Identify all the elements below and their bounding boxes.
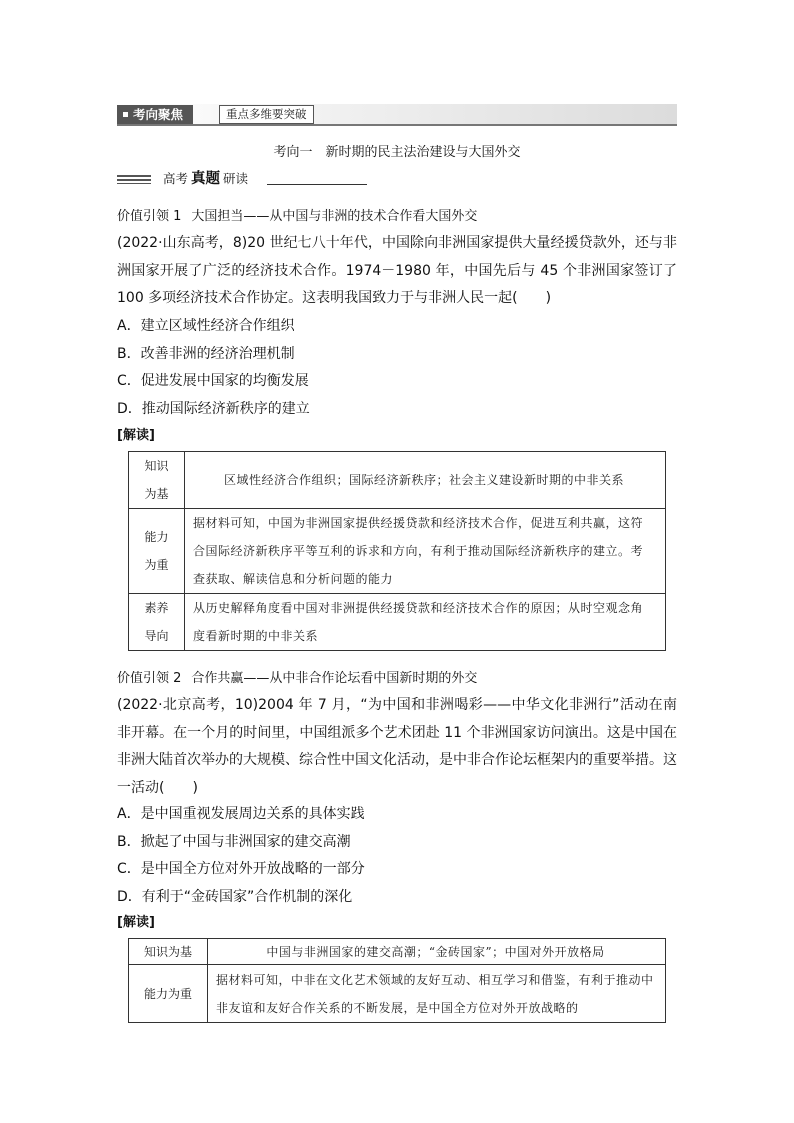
q1-option-b: B．改善非洲的经济治理机制 [117, 346, 295, 362]
q1-option-a: A．建立区域性经济合作组织 [117, 318, 295, 334]
q1-title-tag: 价值引领 1 [117, 209, 182, 224]
banner-tag-label: 考向聚焦 [133, 107, 184, 122]
q1-row1-body: 区域性经济合作组织；国际经济新秩序；社会主义建设新时期的中非关系 [185, 452, 666, 509]
square-bullet-icon [123, 112, 128, 117]
study-label-bold: 真题 [191, 171, 221, 187]
study-rule [267, 184, 367, 185]
q1-analysis-table [128, 451, 666, 651]
banner-tag [117, 105, 193, 124]
q2-row2-body: 据材料可知，中非在文化艺术领域的友好互动、相互学习和借鉴，有利于推动中非友谊和友好合作关系的不断发展，是中国全方位对外开放战略的 [208, 965, 666, 1023]
q2-row2-head: 能力为重 [129, 965, 208, 1023]
study-label-pre: 高考 [163, 171, 189, 186]
table-row [129, 965, 666, 1023]
q2-row1-head: 知识为基 [129, 939, 208, 965]
study-subheading [117, 170, 677, 188]
banner-subtitle: 重点多维要突破 [219, 105, 314, 124]
q1-stem: (2022·山东高考，8)20 世纪七八十年代，中国除向非洲国家提供大量经援贷款外，还与非洲国家开展了广泛的经济技术合作。1974－1980 年，中国先后与 45 个非洲国家签订了 100 多项经济技术合作协定。这表明我国致力于与非洲人民一起( ) [117, 235, 677, 306]
q2-option-b: B．掀起了中国与非洲国家的建交高潮 [117, 834, 351, 850]
q2-title-tag: 价值引领 2 [117, 671, 182, 686]
table-row [129, 594, 666, 651]
q2-option-a: A．是中国重视发展周边关系的具体实践 [117, 806, 365, 822]
q1-jiedu-label: [解读] [117, 428, 155, 443]
study-label [163, 170, 248, 188]
q2-stem: (2022·北京高考，10)2004 年 7 月，“为中国和非洲喝彩——中华文化非洲行”活动在南非开幕。在一个月的时间里，中国组派多个艺术团赴 11 个非洲国家访问演出。这是中国在非洲大陆首次举办的大规模、综合性中国文化活动，是中非合作论坛框架内的重要举措。这一活动( ) [117, 697, 677, 796]
q1-row3-head: 素养导向 [129, 594, 185, 651]
q1-row1-head: 知识为基 [129, 452, 185, 509]
table-row [129, 452, 666, 509]
q1-title-text: 大国担当——从中国与非洲的技术合作看大国外交 [191, 209, 478, 224]
section-title: 考向一 新时期的民主法治建设与大国外交 [273, 145, 521, 160]
q2-option-d: D．有利于“金砖国家”合作机制的深化 [117, 889, 353, 905]
q2-title [117, 670, 477, 688]
q1-row2-body: 据材料可知，中国为非洲国家提供经援贷款和经济技术合作，促进互利共赢，这符合国际经济新秩序平等互利的诉求和方向，有利于推动国际经济新秩序的建立。考查获取、解读信息和分析问题的能力 [185, 509, 666, 594]
q2-analysis-table [128, 938, 666, 1023]
q1-row3-body: 从历史解释角度看中国对非洲提供经援贷款和经济技术合作的原因；从时空观念角度看新时期的中非关系 [185, 594, 666, 651]
stripes-icon [117, 175, 151, 184]
table-row [129, 509, 666, 594]
q1-option-d: D．推动国际经济新秩序的建立 [117, 401, 310, 417]
q2-jiedu-label: [解读] [117, 915, 155, 930]
study-label-post: 研读 [223, 171, 249, 186]
q2-option-c: C．是中国全方位对外开放战略的一部分 [117, 861, 365, 877]
table-row [129, 939, 666, 965]
q1-row2-head: 能力为重 [129, 509, 185, 594]
q2-row1-body: 中国与非洲国家的建交高潮；“金砖国家”；中国对外开放格局 [208, 939, 666, 965]
q1-option-c: C．促进发展中国家的均衡发展 [117, 373, 309, 389]
section-banner [117, 104, 677, 126]
banner-underline [117, 124, 677, 126]
q1-title [117, 208, 477, 226]
q2-title-text: 合作共赢——从中非合作论坛看中国新时期的外交 [191, 671, 478, 686]
